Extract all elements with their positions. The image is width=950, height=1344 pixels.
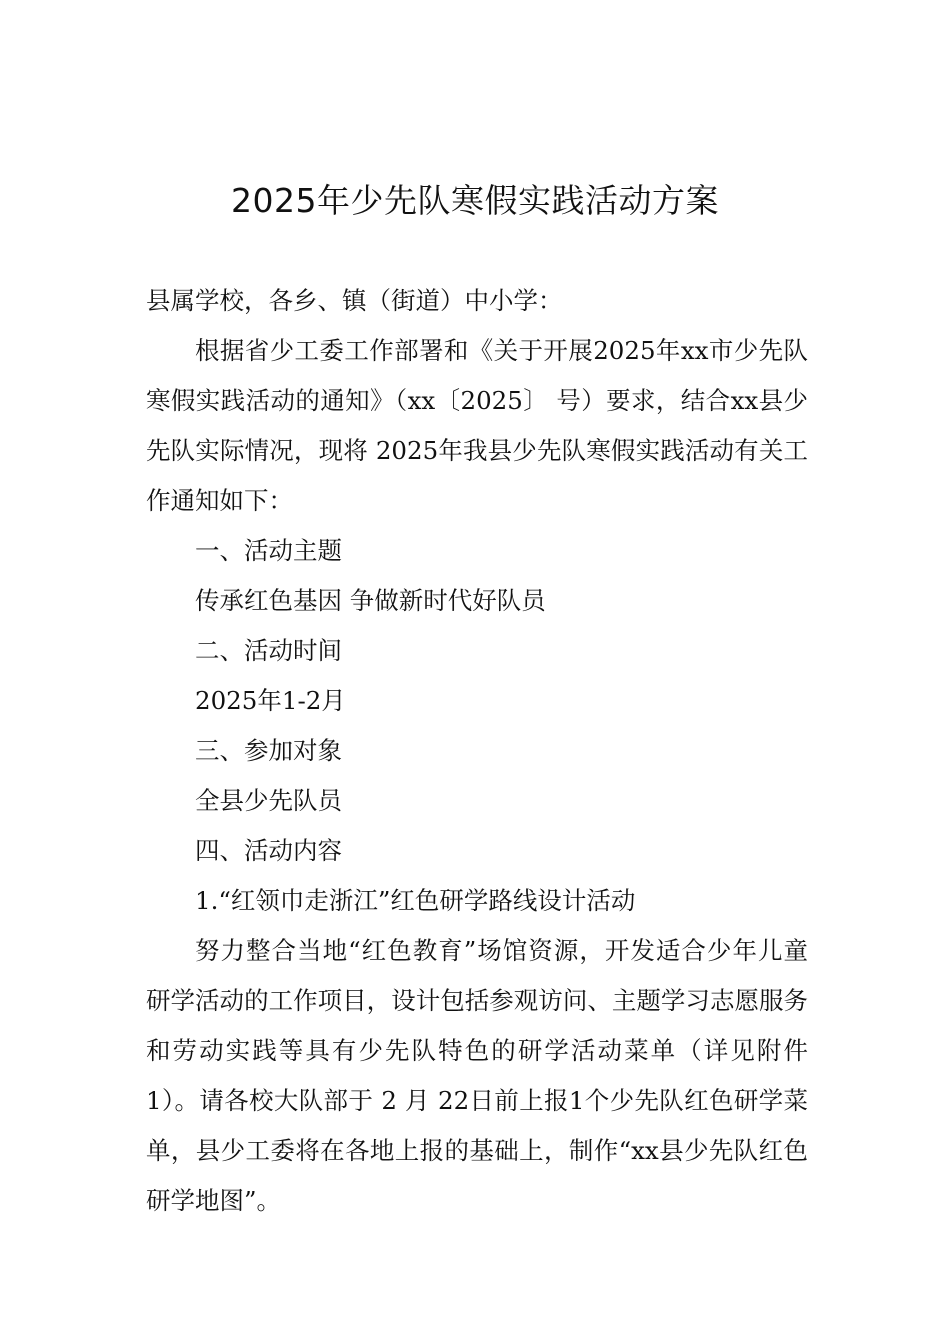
section-body-time: 2025年1-2月 — [195, 686, 346, 715]
item-heading-red-route: 1.“红领巾走浙江”红色研学路线设计活动 — [195, 886, 636, 915]
section-heading-theme: 一、活动主题 — [195, 536, 342, 565]
page-title: 2025年少先队寒假实践活动方案 — [231, 181, 719, 220]
section-heading-time: 二、活动时间 — [195, 636, 342, 665]
intro-paragraph: 根据省少工委工作部署和《关于开展2025年xx市少先队寒假实践活动的通知》（xx〔2025〕 号）要求，结合xx县少先队实际情况，现将 2025年我县少先队寒假实践活动有关工作通知如下： — [146, 336, 808, 515]
document-body — [146, 276, 808, 1226]
section-body-theme: 传承红色基因 争做新时代好队员 — [195, 586, 546, 615]
section-heading-participants: 三、参加对象 — [195, 736, 342, 765]
salutation: 县属学校，各乡、镇（街道）中小学： — [146, 286, 563, 315]
section-heading-content: 四、活动内容 — [195, 836, 342, 865]
item-body-red-route: 努力整合当地“红色教育”场馆资源，开发适合少年儿童研学活动的工作项目，设计包括参观访问、主题学习志愿服务和劳动实践等具有少先队特色的研学活动菜单（详见附件 1）。请各校大队部于 2 月 22日前上报1个少先队红色研学菜单，县少工委将在各地上报的基础上，制作“xx县少先队红色研学地图”。 — [146, 936, 808, 1215]
section-body-participants: 全县少先队员 — [195, 786, 342, 815]
